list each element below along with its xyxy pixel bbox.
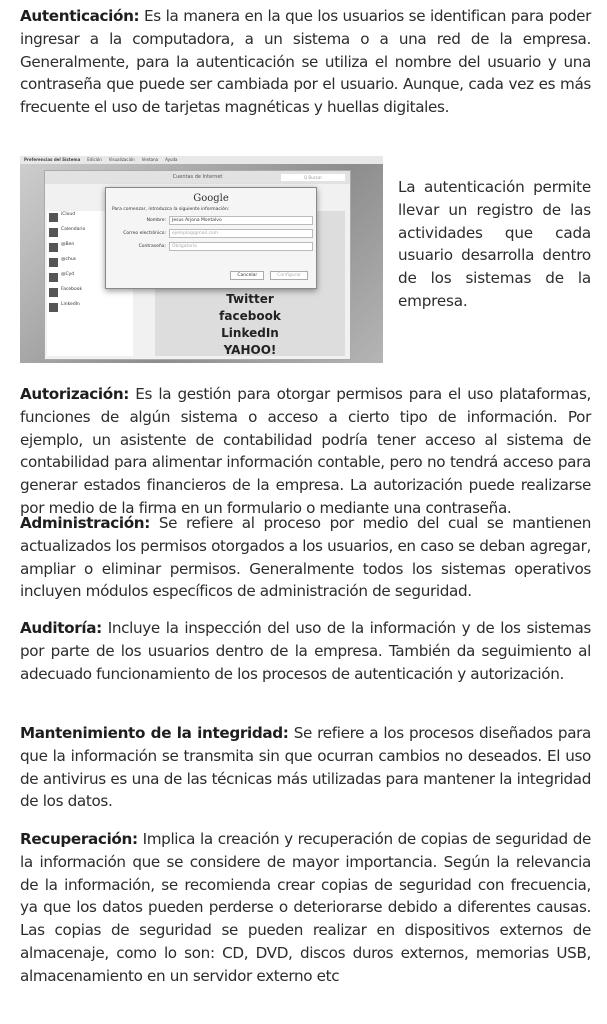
term: Autenticación: — [20, 7, 140, 25]
definition: Incluye la inspección del uso de la información y de los sistemas por parte de los usuarios dentro de la empresa. También da seguimiento al adecuado funcionamiento de los procesos de autenticación y autorización. — [20, 619, 591, 683]
account-item: iCloud — [47, 211, 133, 226]
search-field: Q Buscar — [281, 174, 345, 181]
menu-bar — [20, 156, 383, 164]
paragraph-administracion — [20, 512, 591, 603]
dialog-intro: Para comenzar, introduzca la siguiente información: — [112, 207, 230, 212]
name-field: Jesus Arjona Montalvo — [169, 216, 313, 225]
provider-twitter: Twitter — [226, 292, 274, 306]
definition: Se refiere a los procesos diseñados para que la información se transmita sin que ocurran cambios no deseados. El uso de antivirus es una de las técnicas más utilizadas para mantener la integridad de los datos. — [20, 724, 592, 811]
email-field: ejemplo@gmail.com — [169, 229, 313, 238]
account-item: @Ben — [47, 241, 133, 256]
menu-item: Visualización — [108, 157, 135, 162]
term: Auditoría: — [20, 619, 102, 637]
configure-button: Configurar — [270, 271, 308, 280]
definition: Es la manera en la que los usuarios se identifican para poder ingresar a la computadora, a un sistema o a una red de la empresa. Generalmente, para la autenticación se utiliza el nombre del usuario y una contraseña que puede ser cambiada por el usuario. Aunque, cada vez es más frecuente el uso de tarjetas magnéticas y huellas digitales. — [20, 7, 591, 117]
system-preferences-screenshot — [20, 156, 383, 363]
paragraph-autenticacion — [20, 5, 591, 119]
name-label: Nombre: — [146, 218, 166, 223]
side-note-text: La autenticación permite llevar un registro de las actividades que cada usuario desarrolla dentro de los sistemas de la empresa. — [398, 178, 591, 310]
term: Mantenimiento de la integridad: — [20, 724, 289, 742]
menu-item: Preferencias del Sistema — [24, 157, 81, 162]
provider-facebook: facebook — [219, 309, 281, 323]
paragraph-recuperacion — [20, 828, 591, 988]
definition: Se refiere al proceso por medio del cual se mantienen actualizados los permisos otorgados a los usuarios, en caso se deban agregar, ampliar o eliminar permisos. Generalmente todos los sistemas operativos incluyen módulos específicos de administración de seguridad. — [20, 514, 591, 601]
google-account-dialog — [105, 187, 317, 289]
menu-item: Ayuda — [165, 157, 178, 162]
paragraph-auditoria — [20, 617, 591, 685]
paragraph-autorizacion — [20, 383, 591, 520]
password-field: Obligatorio — [169, 242, 313, 251]
provider-yahoo: YAHOO! — [223, 343, 277, 357]
term: Recuperación: — [20, 830, 138, 848]
account-item: Calendario — [47, 226, 133, 241]
email-label: Correo electrónico: — [123, 231, 166, 236]
term: Autorización: — [20, 385, 130, 403]
account-item: LinkedIn — [47, 301, 133, 316]
account-item: Facebook — [47, 286, 133, 301]
account-item: @Cyd — [47, 271, 133, 286]
cancel-button: Cancelar — [230, 271, 264, 280]
term: Administración: — [20, 514, 150, 532]
title-bar — [45, 171, 350, 184]
menu-item: Ventana — [141, 157, 159, 162]
google-logo: Google — [193, 193, 229, 204]
password-label: Contraseña: — [138, 244, 166, 249]
definition: Implica la creación y recuperación de copias de seguridad de la información que se considere de mayor importancia. Según la relevancia de la información, se recomienda crear copias de seguridad con frecuencia, ya que los datos pueden perderse o deteriorarse debido a diferentes causas. Las copias de seguridad se pueden realizar en dispositivos externos de almacenaje, como lo son: CD, DVD, discos duros externos, memorias USB, almacenamiento en un servidor externo etc — [20, 830, 591, 985]
window-title: Cuentas de Internet — [172, 174, 223, 180]
internet-accounts-window — [44, 170, 351, 360]
definition: Es la gestión para otorgar permisos para el uso plataformas, funciones de algún sistema o acceso a cierto tipo de información. Por ejemplo, un asistente de contabilidad podría tener acceso al sistema de contabilidad para alimentar información contable, pero no tendrá acceso para generar estados financieros de la empresa. La autorización puede realizarse por medio de la firma en un formulario o mediante una contraseña. — [20, 385, 591, 517]
account-item: @chus — [47, 256, 133, 271]
menu-item: Edición — [87, 157, 102, 162]
side-note — [398, 176, 591, 313]
paragraph-mantenimiento — [20, 722, 591, 813]
provider-linkedin: LinkedIn — [221, 326, 279, 340]
